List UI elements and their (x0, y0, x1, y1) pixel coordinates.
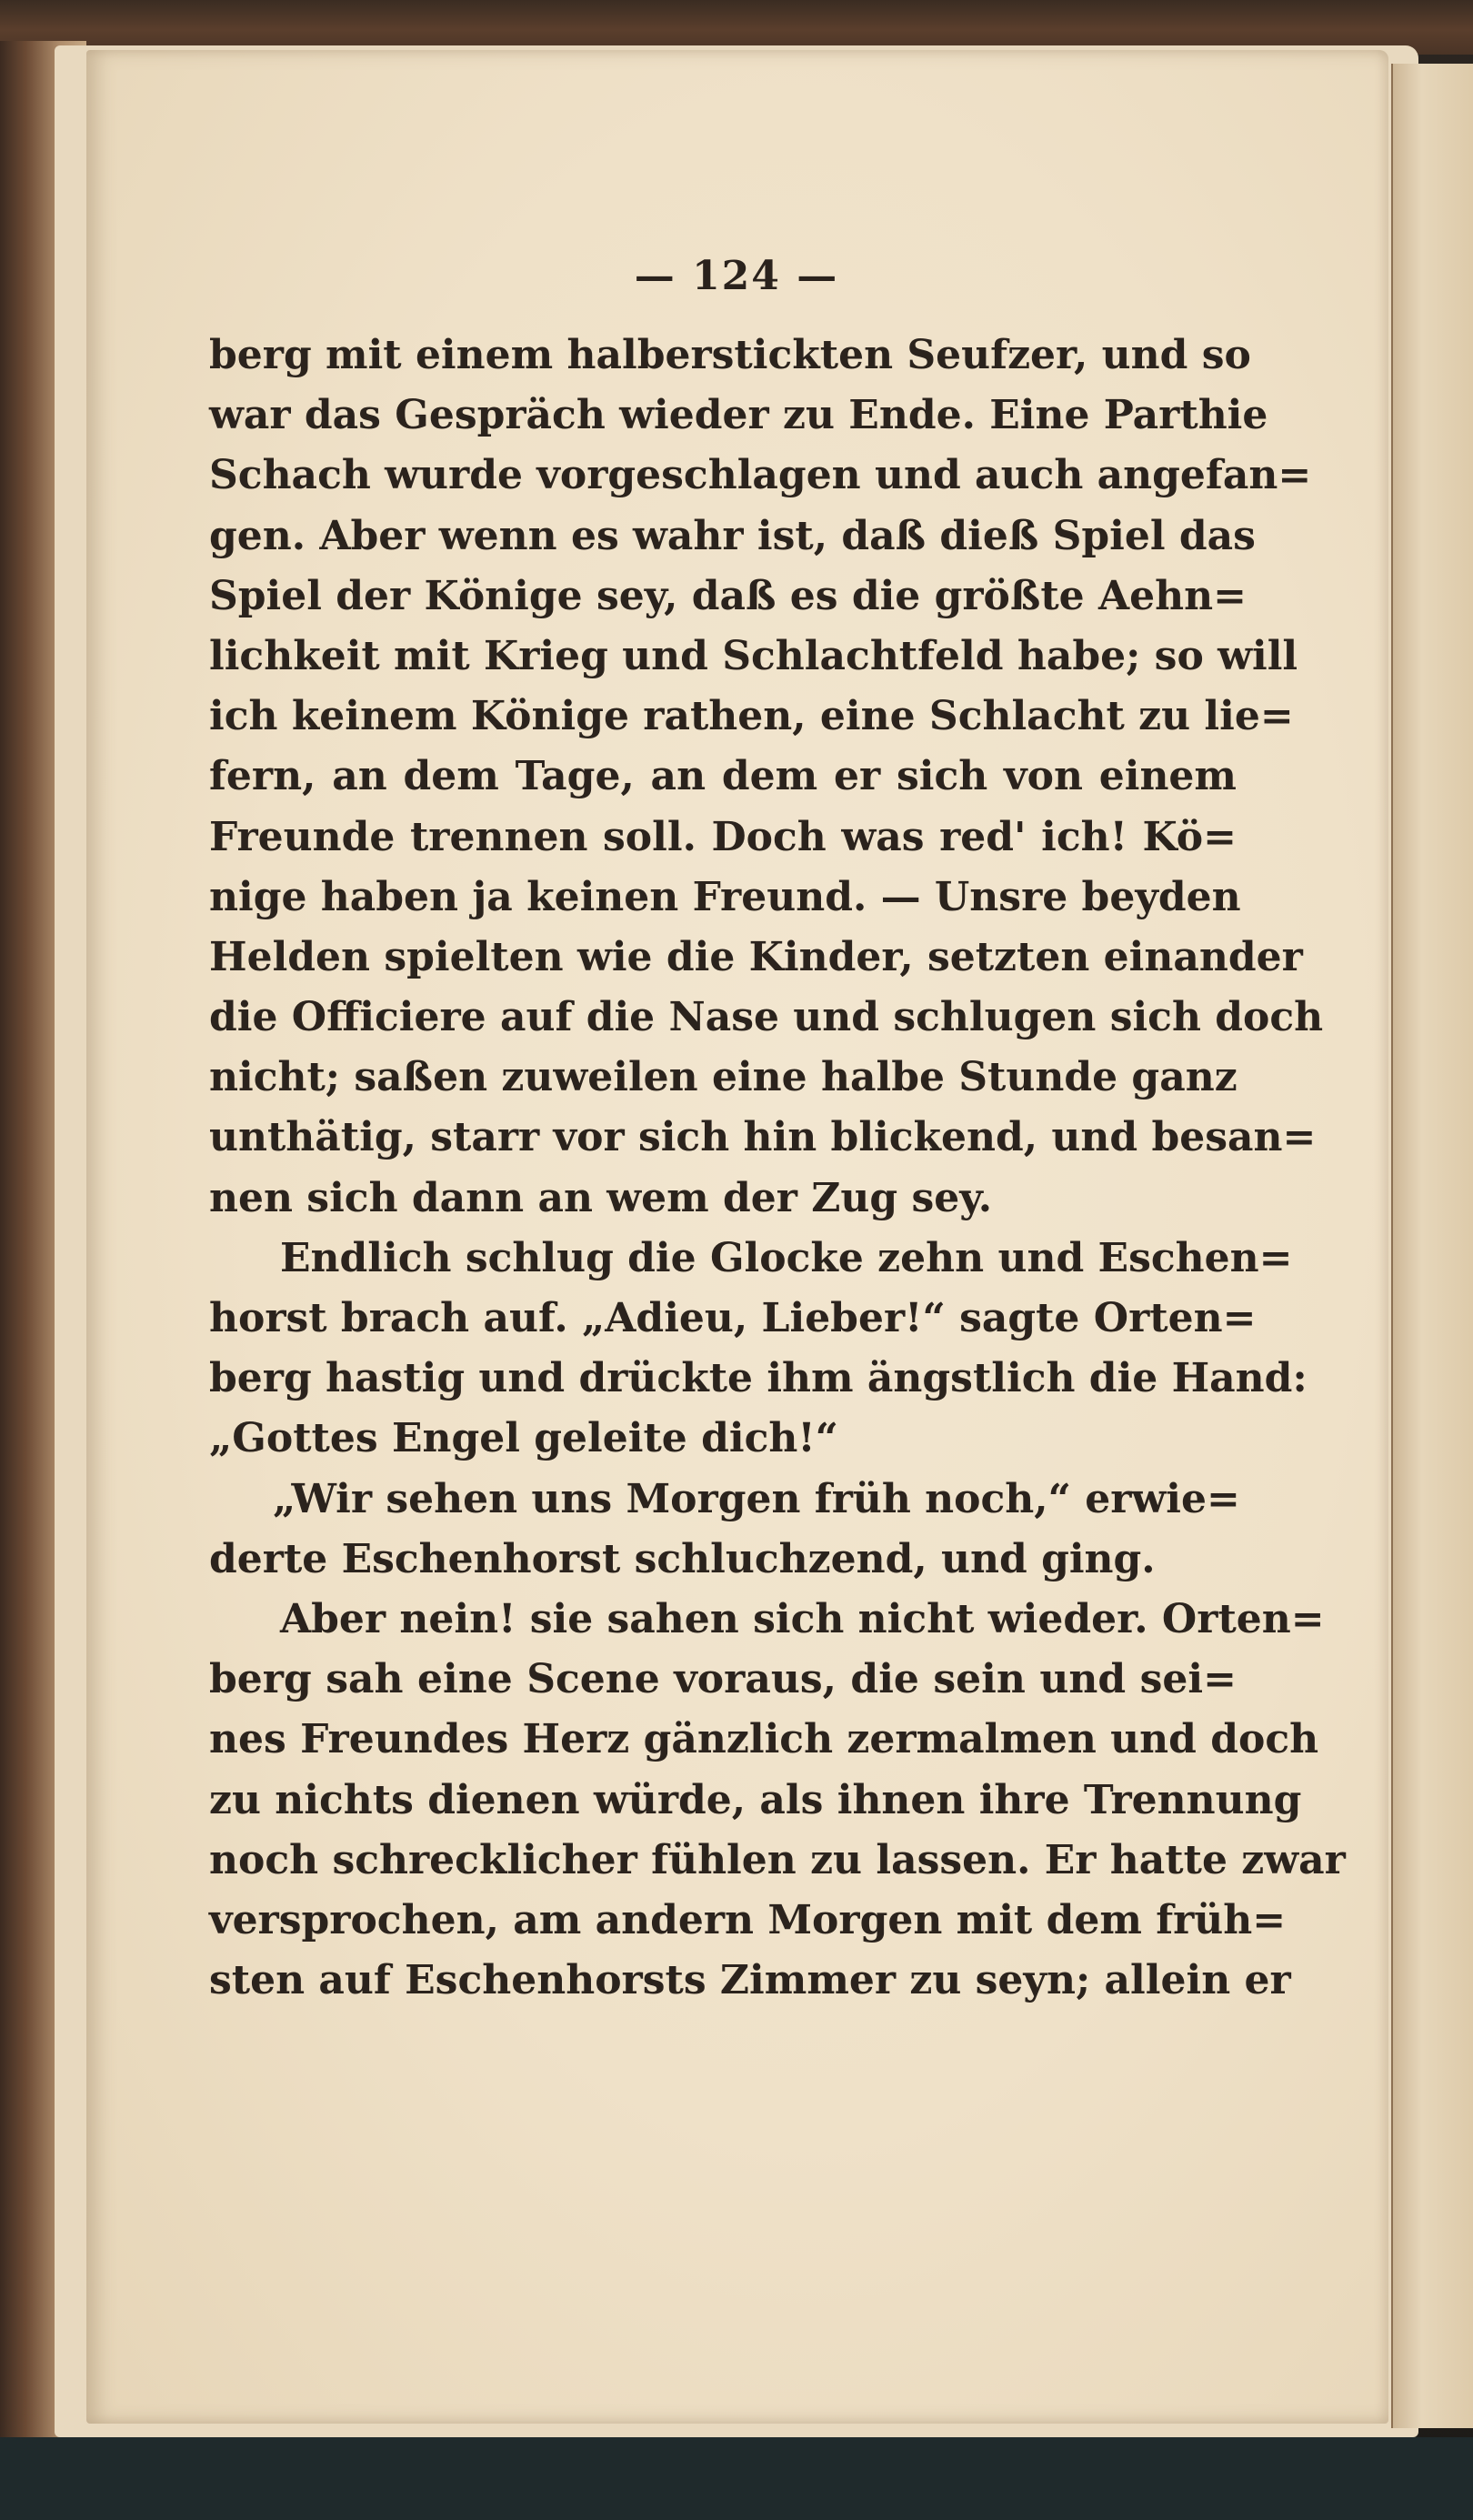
text-line: Freunde trennen soll. Doch was red' ich! Kö= (209, 813, 1237, 860)
page-number: — 124 — (634, 253, 839, 299)
text-line: berg mit einem halberstickten Seufzer, und so (209, 332, 1251, 378)
text-line: derte Eschenhorst schluchzend, und ging. (209, 1535, 1156, 1582)
text-line: unthätig, starr vor sich hin blickend, und besan= (209, 1114, 1317, 1161)
text-line: berg sah eine Scene voraus, die sein und sei= (209, 1656, 1237, 1703)
background-bottom (0, 2437, 1473, 2520)
text-line: berg hastig und drückte ihm ängstlich die Hand: (209, 1355, 1308, 1402)
text-line: sten auf Eschenhorsts Zimmer zu seyn; allein er (209, 1957, 1291, 2004)
text-line: „Gottes Engel geleite dich!“ (209, 1415, 838, 1462)
text-line: nes Freundes Herz gänzlich zermalmen und doch (209, 1716, 1319, 1763)
text-line: versprochen, am andern Morgen mit dem früh= (209, 1896, 1287, 1943)
text-line: Schach wurde vorgeschlagen und auch angefan= (209, 452, 1312, 499)
text-line: die Officiere auf die Nase und schlugen sich doch (209, 994, 1324, 1041)
text-line: noch schrecklicher fühlen zu lassen. Er hatte zwar (209, 1836, 1346, 1883)
text-line: Helden spielten wie die Kinder, setzten einander (209, 933, 1303, 980)
text-line: lichkeit mit Krieg und Schlachtfeld habe; so will (209, 632, 1298, 679)
text-line: zu nichts dienen würde, als ihnen ihre Trennung (209, 1776, 1302, 1823)
text-line: Aber nein! sie sahen sich nicht wieder. Orten= (280, 1595, 1325, 1642)
text-line: Endlich schlug die Glocke zehn und Eschen= (280, 1234, 1293, 1281)
text-line: „Wir sehen uns Morgen früh noch,“ erwie= (273, 1475, 1240, 1522)
text-line: nicht; saßen zuweilen eine halbe Stunde ganz (209, 1054, 1238, 1101)
text-line: nige haben ja keinen Freund. — Unsre beyden (209, 873, 1241, 920)
body-text (209, 326, 1346, 2011)
text-line: Spiel der Könige sey, daß es die größte Aehn= (209, 572, 1247, 619)
text-line: fern, an dem Tage, an dem er sich von einem (209, 753, 1237, 800)
text-line: nen sich dann an wem der Zug sey. (209, 1174, 993, 1221)
text-line: horst brach auf. „Adieu, Lieber!“ sagte Orten= (209, 1295, 1257, 1341)
next-page-edge (1391, 64, 1473, 2428)
text-line: war das Gespräch wieder zu Ende. Eine Parthie (209, 392, 1268, 439)
text-line: ich keinem Könige rathen, eine Schlacht zu lie= (209, 693, 1294, 740)
text-line: gen. Aber wenn es wahr ist, daß dieß Spiel das (209, 512, 1256, 559)
